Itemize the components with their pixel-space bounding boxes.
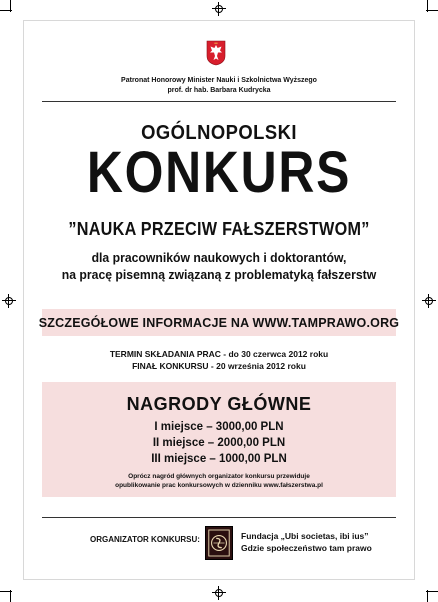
organizer-label: ORGANIZATOR KONKURSU: [90,535,200,544]
crop-mark [10,590,11,602]
headline-scope: OGÓLNOPOLSKI [141,122,297,144]
patronage-line-1: Patronat Honorowy Minister Nauki i Szkolnictwa Wyższego [121,77,317,84]
prizes-title: NAGRODY GŁÓWNE [126,394,312,414]
headline-theme: ”NAUKA PRZECIW FAŁSZERSTWOM” [68,219,370,239]
prizes-note-line-1: Oprócz nagród głównych organizator konkursu przewiduje [128,473,310,480]
info-banner [38,309,400,336]
prize-first: I miejsce – 3000,00 PLN [154,421,284,433]
top-divider [42,101,396,102]
registration-mark-icon [212,2,226,16]
organizer-name-line-2: Gdzie społeczeństwo tam prawo [241,543,372,553]
crop-mark [10,0,11,12]
foundation-logo-icon [205,526,233,560]
headline-subject: na pracę pisemną związaną z problematyką fałszerstw [61,267,377,282]
patronage-line-2: prof. dr hab. Barbara Kudrycka [167,87,271,94]
info-banner-text: SZCZEGÓŁOWE INFORMACJE NA WWW.TAMPRAWO.ORG [38,315,400,330]
polish-eagle-emblem-icon [206,40,226,66]
prize-second: II miejsce – 2000,00 PLN [152,437,286,449]
crop-mark [427,0,428,12]
deadline-date: TERMIN SKŁADANIA PRAC - do 30 czerwca 2012 roku [109,349,329,359]
headline-title: KONKURS [86,140,352,205]
prizes-panel [42,382,396,497]
registration-mark-icon [422,294,436,308]
organizer-name-line-1: Fundacja „Ubi societas, ibi ius” [241,531,369,541]
registration-mark-icon [2,294,16,308]
final-date: FINAŁ KONKURSU - 20 września 2012 roku [132,361,306,371]
prizes-note [42,472,396,490]
crop-mark [427,590,428,602]
headline-audience: dla pracowników naukowych i doktorantów, [91,250,347,265]
prizes-note-line-2: opublikowanie prac konkursowych w dzienniku www.fałszerstwa.pl [115,482,323,489]
registration-mark-icon [212,586,226,600]
bottom-divider [42,517,396,518]
prize-third: III miejsce – 1000,00 PLN [151,453,287,465]
